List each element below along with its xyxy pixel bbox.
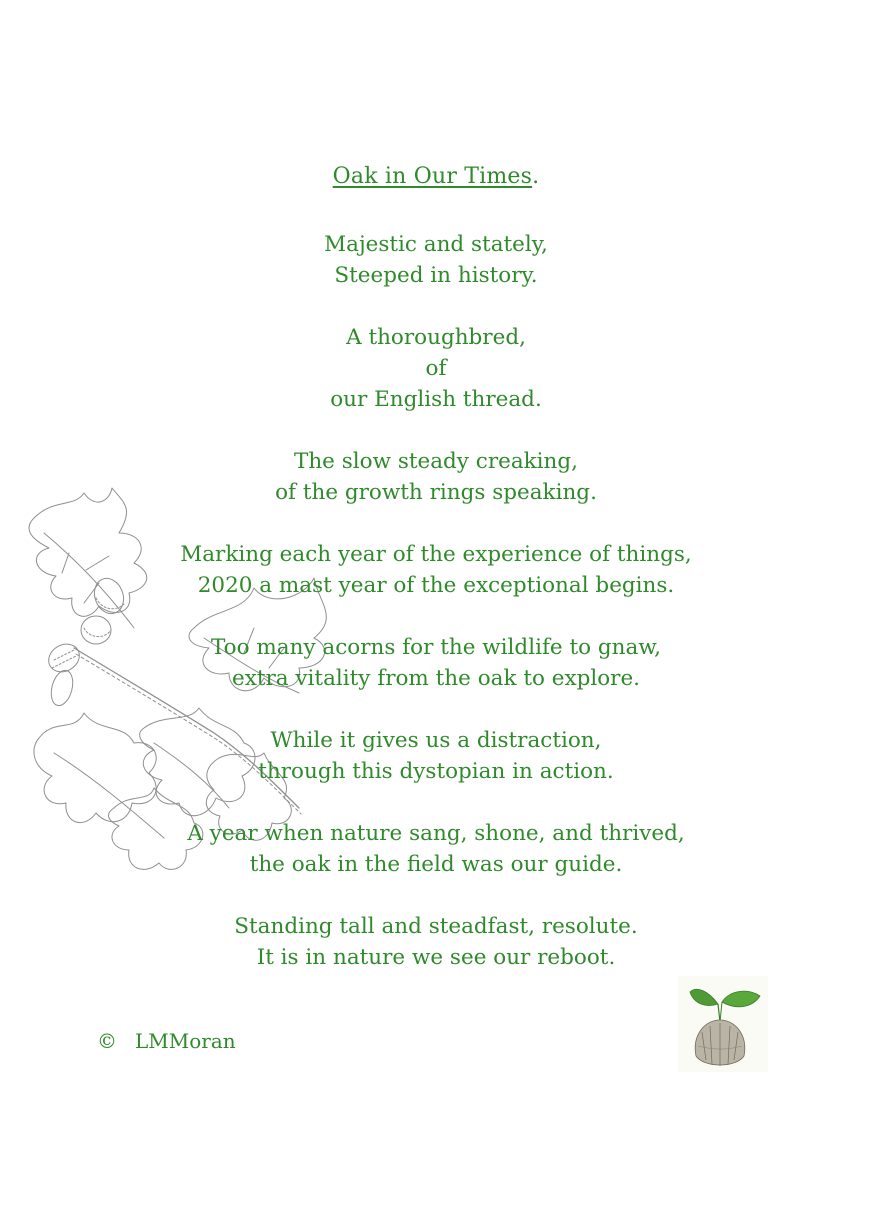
- poem-stanza: [0, 322, 872, 415]
- poem-line: Steeped in history.: [334, 263, 538, 288]
- poem-stanza: [0, 725, 872, 787]
- poem-line: our English thread.: [330, 387, 542, 412]
- copyright-symbol: ©: [97, 1029, 117, 1053]
- poem-line: extra vitality from the oak to explore.: [231, 666, 641, 691]
- poem-line: A year when nature sang, shone, and thrived,: [187, 821, 685, 846]
- poem-stanza: [0, 818, 872, 880]
- poem-line: Majestic and stately,: [324, 232, 548, 257]
- author-name: LMMoran: [135, 1029, 236, 1053]
- poem-line: of: [425, 356, 447, 381]
- poem-line: 2020 a mast year of the exceptional begins.: [197, 573, 675, 598]
- poem-line: the oak in the field was our guide.: [249, 852, 623, 877]
- poem-body: [0, 229, 872, 1004]
- poem-line: Too many acorns for the wildlife to gnaw,: [211, 635, 661, 660]
- poem-stanza: [0, 911, 872, 973]
- poem-line: A thoroughbred,: [346, 325, 526, 350]
- poem-line: through this dystopian in action.: [258, 759, 614, 784]
- poem-stanza: [0, 539, 872, 601]
- poem-title-period: .: [532, 164, 540, 189]
- copyright-line: [97, 1029, 236, 1053]
- poem-line: Standing tall and steadfast, resolute.: [234, 914, 638, 939]
- poem-line: While it gives us a distraction,: [270, 728, 602, 753]
- poem-title: Oak in Our Times: [332, 164, 533, 189]
- poem-title-line: [0, 164, 872, 189]
- poem-stanza: [0, 632, 872, 694]
- poem-line: The slow steady creaking,: [293, 449, 578, 474]
- poem-line: Marking each year of the experience of things,: [180, 542, 692, 567]
- poem-stanza: [0, 229, 872, 291]
- acorn-seedling-icon: [678, 976, 768, 1072]
- poem-stanza: [0, 446, 872, 508]
- poem-line: It is in nature we see our reboot.: [256, 945, 616, 970]
- poem-line: of the growth rings speaking.: [275, 480, 597, 505]
